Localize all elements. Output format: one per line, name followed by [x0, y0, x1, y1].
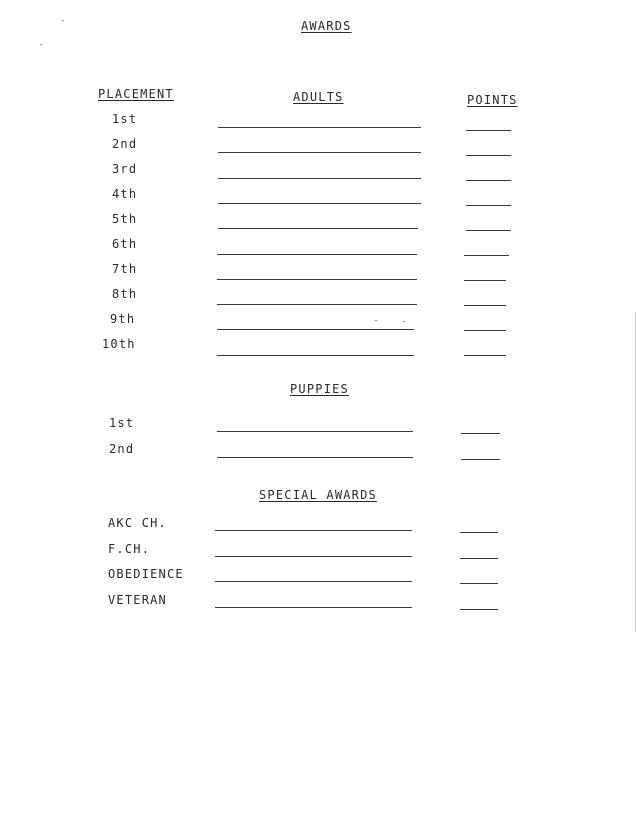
puppy-points-line	[461, 433, 500, 434]
placement-header: PLACEMENT	[98, 87, 174, 101]
placement-label: 1st	[112, 112, 138, 126]
scan-speck	[403, 321, 405, 322]
points-entry-line	[464, 255, 509, 256]
special-award-entry-line	[215, 607, 412, 608]
placement-label: 3rd	[112, 162, 138, 176]
scan-speck	[62, 20, 64, 21]
adult-entry-line	[217, 355, 414, 356]
puppy-placement-label: 1st	[109, 416, 135, 430]
special-award-label: AKC CH.	[108, 516, 167, 530]
special-award-entry-line	[215, 581, 412, 582]
puppies-heading: PUPPIES	[290, 382, 349, 396]
special-award-points-line	[460, 558, 498, 559]
points-header: POINTS	[467, 93, 518, 107]
adult-entry-line	[217, 254, 417, 255]
puppy-entry-line	[217, 431, 413, 432]
points-entry-line	[466, 155, 511, 156]
adult-entry-line	[218, 203, 421, 204]
special-awards-heading: SPECIAL AWARDS	[259, 488, 377, 502]
special-award-entry-line	[215, 530, 412, 531]
points-entry-line	[466, 180, 511, 181]
puppy-entry-line	[217, 457, 413, 458]
placement-label: 6th	[112, 237, 138, 251]
page-edge-shadow	[635, 312, 636, 632]
scan-speck	[40, 44, 42, 45]
points-entry-line	[466, 205, 511, 206]
page-title: AWARDS	[301, 19, 352, 33]
scan-speck	[375, 320, 377, 321]
points-entry-line	[466, 130, 511, 131]
points-entry-line	[464, 280, 506, 281]
special-award-label: VETERAN	[108, 592, 167, 607]
placement-label: 5th	[112, 212, 138, 226]
points-entry-line	[464, 330, 506, 331]
points-entry-line	[464, 355, 506, 356]
adults-header: ADULTS	[293, 90, 344, 104]
placement-label: 8th	[112, 287, 138, 301]
placement-label: 9th	[110, 312, 136, 326]
adult-entry-line	[218, 127, 421, 128]
special-award-points-line	[460, 583, 498, 584]
points-entry-line	[464, 305, 506, 306]
placement-label: 2nd	[112, 137, 138, 151]
special-award-label: F.CH.	[108, 541, 151, 556]
special-award-label: OBEDIENCE	[108, 567, 184, 581]
placement-label: 7th	[112, 262, 138, 276]
adult-entry-line	[217, 279, 417, 280]
special-award-entry-line	[215, 556, 412, 557]
special-award-points-line	[460, 609, 498, 610]
puppy-placement-label: 2nd	[109, 442, 135, 456]
placement-label: 4th	[112, 187, 138, 201]
points-entry-line	[466, 230, 511, 231]
special-award-points-line	[460, 532, 498, 533]
placement-label: 10th	[102, 337, 136, 351]
adult-entry-line	[217, 304, 417, 305]
adult-entry-line	[218, 178, 421, 179]
adult-entry-line	[218, 152, 421, 153]
puppy-points-line	[461, 459, 500, 460]
adult-entry-line	[217, 329, 414, 330]
adult-entry-line	[218, 228, 418, 229]
